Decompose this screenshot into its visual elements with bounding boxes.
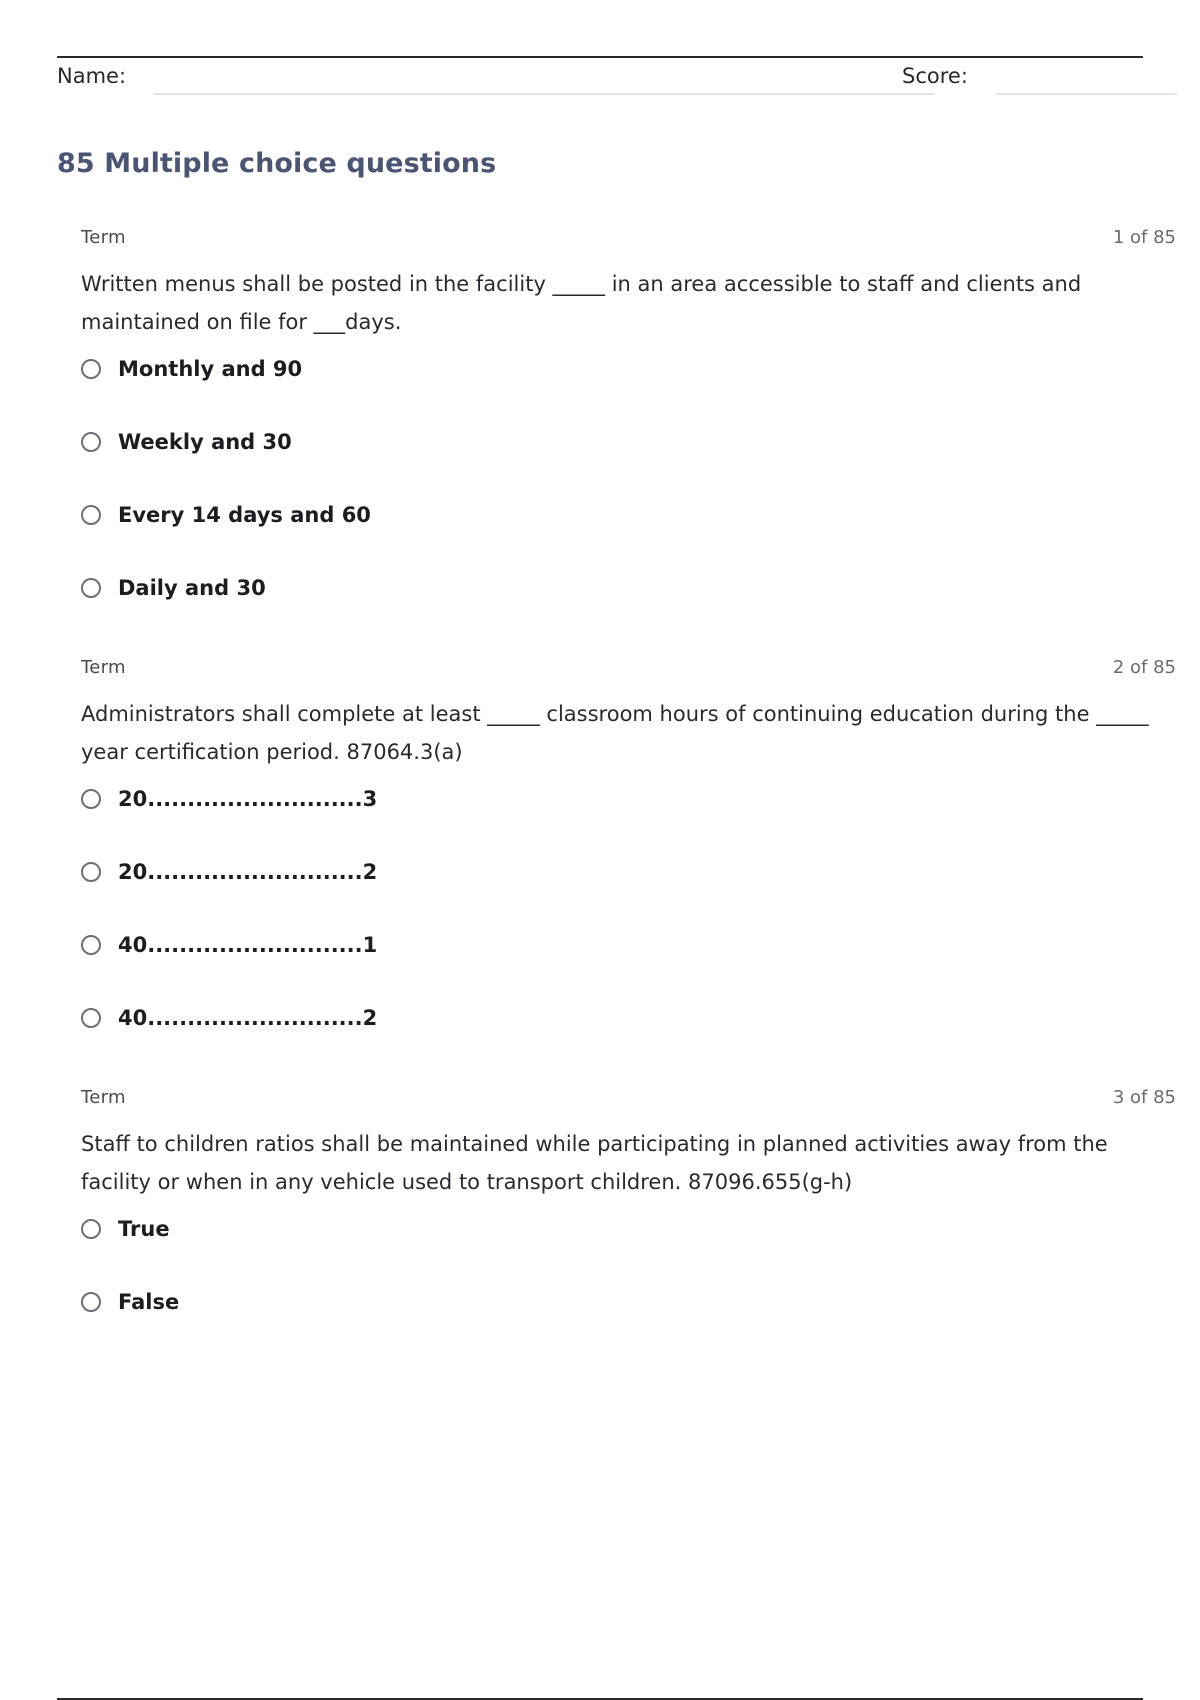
question-header <box>81 1087 1176 1113</box>
options-list <box>81 355 1176 647</box>
term-label: Term <box>81 657 126 678</box>
option-label: Daily and 30 <box>118 576 266 600</box>
question-count: 2 of 85 <box>1112 657 1176 678</box>
option-item[interactable] <box>81 931 1176 1004</box>
option-item[interactable] <box>81 1004 1176 1077</box>
question-text: Written menus shall be posted in the facility _____ in an area accessible to staff and clients and maintained on file for ___days. <box>81 272 1082 334</box>
question-1 <box>81 227 1176 647</box>
question-text: Administrators shall complete at least _____ classroom hours of continuing education during the _____ year certification period. 87064.3(a) <box>81 702 1149 764</box>
radio-icon[interactable] <box>81 359 101 379</box>
option-label: Weekly and 30 <box>118 430 292 454</box>
term-label: Term <box>81 1087 126 1108</box>
radio-icon[interactable] <box>81 1008 101 1028</box>
option-label: 20...........................2 <box>118 860 378 884</box>
radio-icon[interactable] <box>81 578 101 598</box>
score-field[interactable] <box>995 93 1177 95</box>
option-label: Every 14 days and 60 <box>118 503 371 527</box>
option-item[interactable] <box>81 785 1176 858</box>
option-item[interactable] <box>81 355 1176 428</box>
question-text: Staff to children ratios shall be maintained while participating in planned activities away from the facility or when in any vehicle used to transport children. 87096.655(g-h) <box>81 1132 1108 1194</box>
radio-icon[interactable] <box>81 789 101 809</box>
question-header <box>81 227 1176 253</box>
radio-icon[interactable] <box>81 1292 101 1312</box>
options-list <box>81 785 1176 1077</box>
radio-icon[interactable] <box>81 505 101 525</box>
options-list <box>81 1215 1176 1361</box>
option-label: 20...........................3 <box>118 787 378 811</box>
option-label: False <box>118 1290 180 1314</box>
section-title: 85 Multiple choice questions <box>57 148 497 179</box>
option-label: True <box>118 1217 170 1241</box>
question-header <box>81 657 1176 683</box>
option-label: 40...........................1 <box>118 933 378 957</box>
radio-icon[interactable] <box>81 1219 101 1239</box>
question-2 <box>81 657 1176 1077</box>
radio-icon[interactable] <box>81 862 101 882</box>
option-label: 40...........................2 <box>118 1006 378 1030</box>
option-item[interactable] <box>81 428 1176 501</box>
option-item[interactable] <box>81 1215 1176 1288</box>
option-item[interactable] <box>81 501 1176 574</box>
question-count: 1 of 85 <box>1112 227 1176 248</box>
option-item[interactable] <box>81 1288 1176 1361</box>
term-label: Term <box>81 227 126 248</box>
name-field[interactable] <box>154 93 934 95</box>
radio-icon[interactable] <box>81 935 101 955</box>
name-label: Name: <box>57 64 127 88</box>
radio-icon[interactable] <box>81 432 101 452</box>
option-item[interactable] <box>81 858 1176 931</box>
header-row <box>57 62 1177 102</box>
option-item[interactable] <box>81 574 1176 647</box>
question-3 <box>81 1087 1176 1361</box>
top-rule <box>57 56 1143 58</box>
score-label: Score: <box>902 64 968 88</box>
question-count: 3 of 85 <box>1112 1087 1176 1108</box>
option-label: Monthly and 90 <box>118 357 303 381</box>
